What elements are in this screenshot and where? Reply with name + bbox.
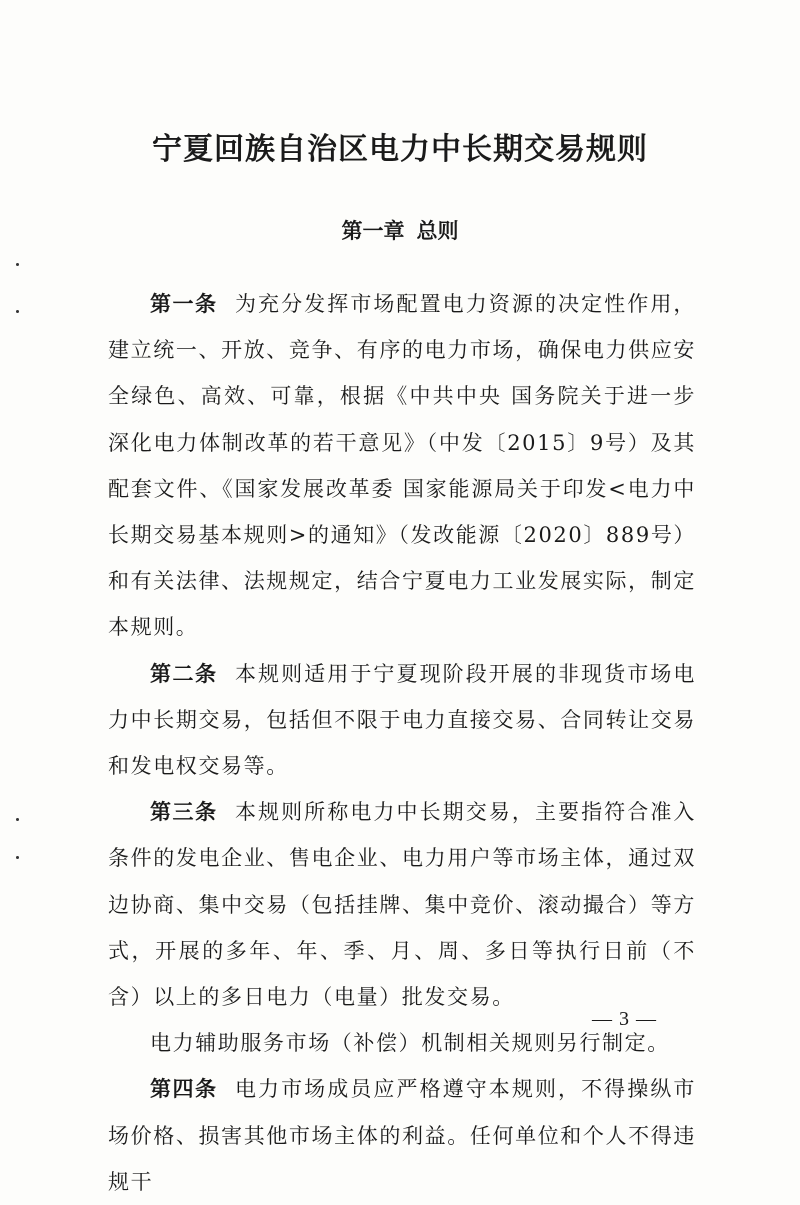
document-title: 宁夏回族自治区电力中长期交易规则 bbox=[152, 132, 648, 167]
article-label: 第四条 bbox=[150, 1077, 218, 1102]
article-text: 本规则所称电力中长期交易，主要指符合准入条件的发电企业、售电企业、电力用户等市场主体，通过双边协商、集中交易（包括挂牌、集中竞价、滚动撮合）等方式，开展的多年、年、季、月、周、多日等执行日前（不含）以上的多日电力（电量）批发交易。 bbox=[108, 800, 697, 1010]
page-number: — 3 — bbox=[592, 1008, 657, 1030]
article-4 bbox=[108, 1066, 696, 1205]
article-label: 第一条 bbox=[150, 292, 218, 316]
article-label: 第三条 bbox=[150, 800, 218, 825]
binding-mark bbox=[16, 818, 19, 821]
article-label: 第二条 bbox=[150, 661, 218, 686]
article-text: 电力辅助服务市场（补偿）机制相关规则另行制定。 bbox=[150, 1031, 670, 1056]
article-2 bbox=[108, 651, 696, 790]
chapter-heading bbox=[0, 215, 800, 245]
article-3 bbox=[108, 789, 696, 1020]
chapter-name: 总则 bbox=[416, 219, 459, 243]
binding-mark bbox=[16, 263, 19, 266]
chapter-number: 第一章 bbox=[341, 219, 405, 243]
document-body bbox=[108, 281, 696, 1205]
article-1 bbox=[108, 281, 696, 651]
article-text: 为充分发挥市场配置电力资源的决定性作用，建立统一、开放、竞争、有序的电力市场，确保电力供应安全绿色、高效、可靠，根据《中共中央 国务院关于进一步深化电力体制改革的若干意见》（中发〔2015〕9号）及其配套文件、《国家发展改革委 国家能源局关于印发<电力中长期交易基本规则>的通知》（发改能源〔2020〕889号）和有关法律、法规规定，结合宁夏电力工业发展实际，制定本规则。 bbox=[108, 292, 697, 640]
article-text: 电力市场成员应严格遵守本规则，不得操纵市场价格、损害其他市场主体的利益。任何单位和个人不得违规干 bbox=[108, 1077, 697, 1194]
binding-mark bbox=[16, 856, 19, 859]
article-text: 本规则适用于宁夏现阶段开展的非现货市场电力中长期交易，包括但不限于电力直接交易、合同转让交易和发电权交易等。 bbox=[108, 661, 697, 779]
binding-mark bbox=[16, 310, 19, 313]
